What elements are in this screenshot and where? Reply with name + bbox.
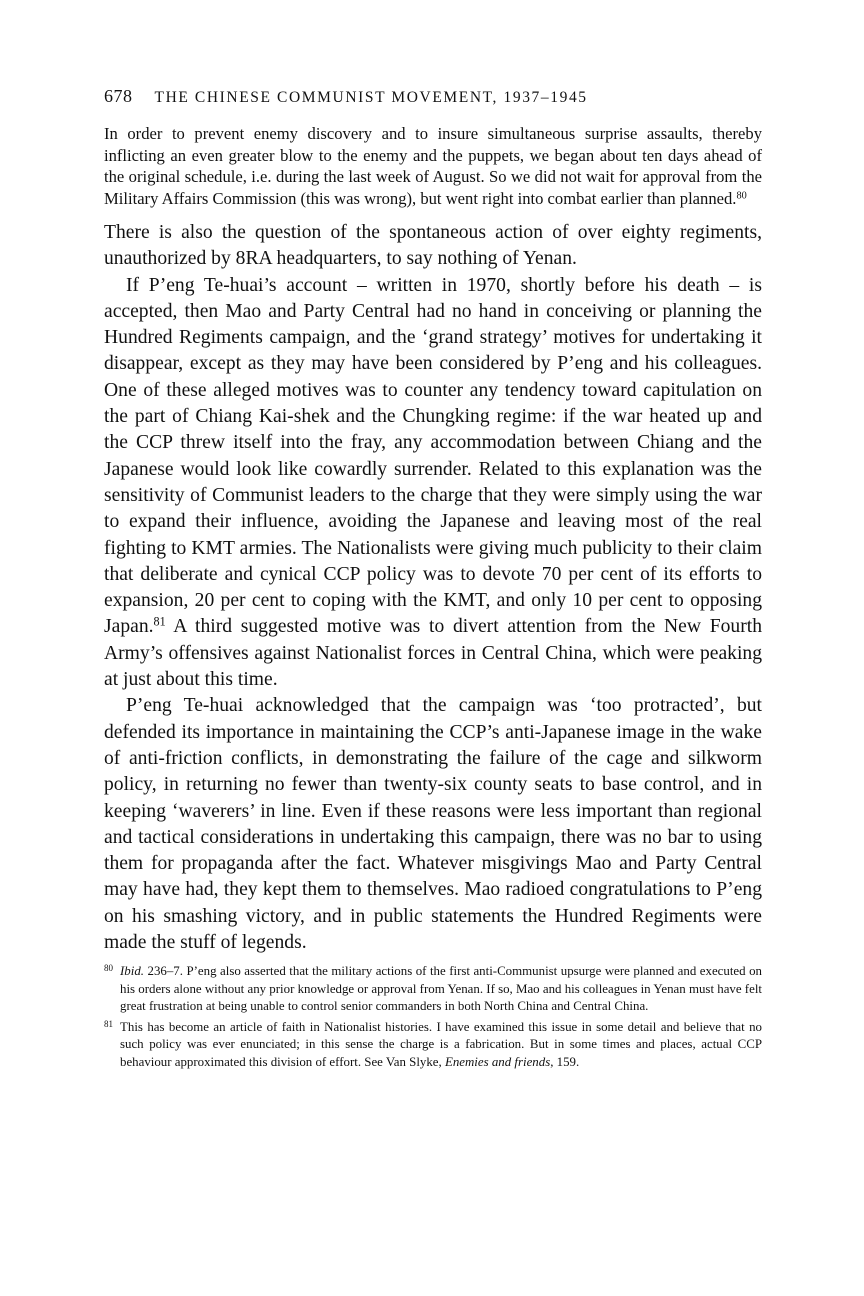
paragraph-3: P’eng Te-huai acknowledged that the campaign was ‘too protracted’, but defended its importance in maintaining the CCP’s anti-Japanese image in the wake of anti-friction conflicts, in demonstrating the failure of the cage and silkworm policy, in returning no fewer than twenty-six county seats to base control, and in keeping ‘waverers’ in line. Even if these reasons were less important than regional and tactical considerations in undertaking this campaign, there was no bar to using them for propaganda after the fact. Whatever misgivings Mao and Party Central may have had, they kept them to themselves. Mao radioed congratulations to P’eng on his smashing victory, and in public statements the Hundred Regiments were made the stuff of legends. bbox=[104, 695, 762, 954]
footnote-81 bbox=[104, 1019, 762, 1072]
footnote-80-ibid: Ibid. bbox=[120, 964, 144, 979]
footnotes bbox=[104, 963, 762, 1071]
footnote-81-text: This has become an article of faith in Nationalist histories. I have examined this issue in some detail and believe that no such policy was ever enunciated; in this sense the charge is a fabrication. But in some times and places, actual CCP behaviour approximated this division of effort. See Van Slyke, bbox=[120, 1019, 762, 1069]
block-quote-text: In order to prevent enemy discovery and to insure simultaneous surprise assaults, thereby inflicting an even greater blow to the enemy and the puppets, we began about ten days ahead of the original schedule, i.e. during the last week of August. So we did not wait for approval from the Military Affairs Commission (this was wrong), but went right into combat earlier than planned. bbox=[104, 124, 762, 208]
footnote-ref-81[interactable]: 81 bbox=[153, 614, 166, 629]
footnote-ref-80[interactable]: 80 bbox=[736, 189, 747, 201]
footnote-81-end: , 159. bbox=[550, 1054, 580, 1069]
footnote-80 bbox=[104, 963, 762, 1016]
book-page bbox=[104, 86, 762, 1074]
paragraph-2-text-a: If P’eng Te-huai’s account – written in 1970, shortly before his death – is accepted, then Mao and Party Central had no hand in conceiving or planning the Hundred Regiments campaign, and the ‘grand strategy’ motives for undertaking it disappear, except as they may have been considered by P’eng and his colleagues. One of these alleged motives was to counter any tendency toward capitulation on the part of Chiang Kai-shek and the Chungking regime: if the war heated up and the CCP threw itself into the fray, any accommodation between Chiang and the Japanese would look like cowardly surrender. Related to this explanation was the sensitivity of Communist leaders to the charge that they were simply using the war to expand their influence, avoiding the Japanese and leaving most of the real fighting to KMT armies. The Nationalists were giving much publicity to their claim that deliberate and cynical CCP policy was to devote 70 per cent of its efforts to expansion, 20 per cent to coping with the KMT, and only 10 per cent to opposing Japan. bbox=[104, 274, 762, 638]
footnote-80-text: 236–7. P’eng also asserted that the military actions of the first anti-Communist upsurge were planned and executed on his orders alone without any prior knowledge or approval from Yenan. If so, Mao and his colleagues in Yenan must have felt great frustration at being unable to control senior commanders in both North China and Central China. bbox=[120, 964, 762, 1014]
footnote-80-number: 80 bbox=[104, 963, 113, 974]
paragraph-2-text-b: A third suggested motive was to divert attention from the New Fourth Army’s offensives against Nationalist forces in Central China, which were peaking at just about this time. bbox=[104, 616, 762, 691]
footnote-81-number: 81 bbox=[104, 1018, 113, 1029]
block-quote bbox=[104, 123, 762, 209]
paragraph-2 bbox=[104, 273, 762, 694]
page-number: 678 bbox=[104, 86, 133, 106]
running-title: THE CHINESE COMMUNIST MOVEMENT, 1937–1945 bbox=[154, 89, 588, 106]
running-head bbox=[104, 86, 762, 107]
footnote-81-book-title: Enemies and friends bbox=[444, 1054, 551, 1069]
paragraph-1: There is also the question of the spontaneous action of over eighty regiments, unauthorized by 8RA headquarters, to say nothing of Yenan. bbox=[104, 222, 762, 270]
